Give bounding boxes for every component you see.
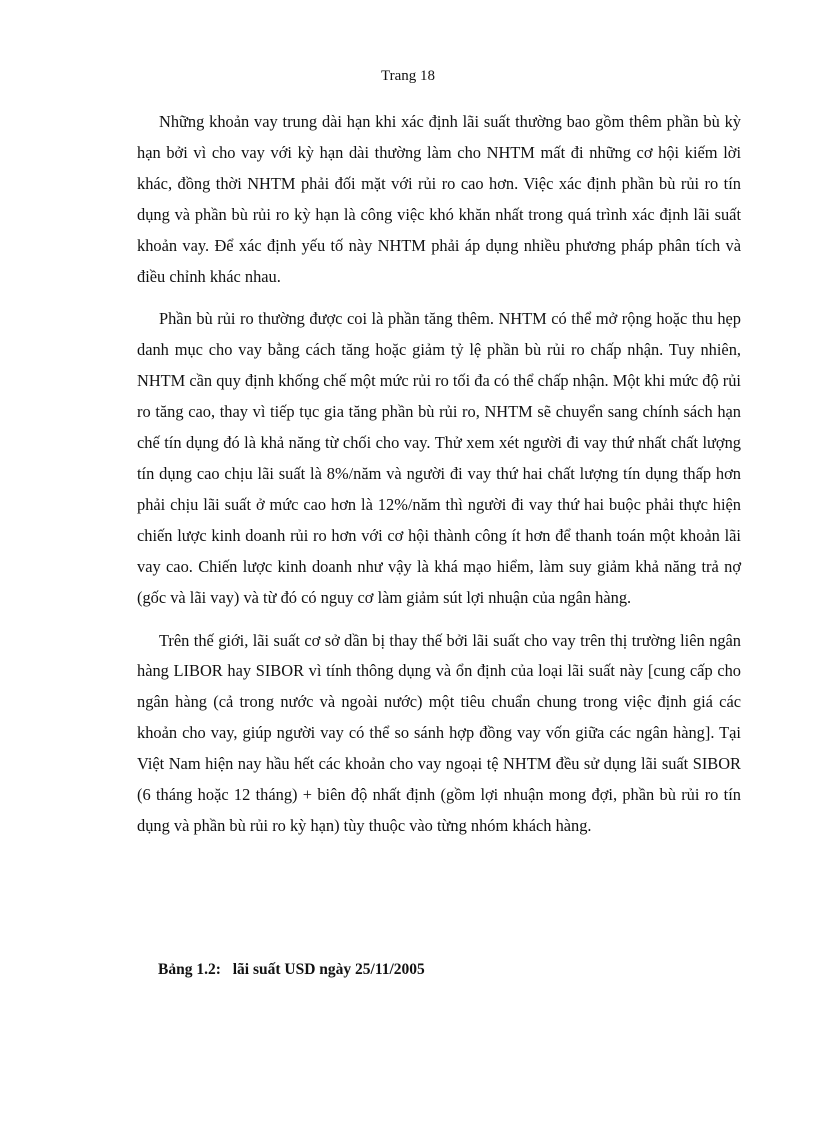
- paragraph-term-premium: Những khoản vay trung dài hạn khi xác định lãi suất thường bao gồm thêm phần bù kỳ hạn bởi vì cho vay với kỳ hạn dài thường làm cho NHTM mất đi những cơ hội kiếm lời khác, đồng thời NHTM phải đối mặt với rủi ro cao hơn. Việc xác định phần bù rủi ro tín dụng và phần bù rủi ro kỳ hạn là công việc khó khăn nhất trong quá trình xác định lãi suất khoản vay. Để xác định yếu tố này NHTM phải áp dụng nhiều phương pháp phân tích và điều chỉnh khác nhau.: [137, 112, 741, 286]
- paragraph-libor-sibor: Trên thế giới, lãi suất cơ sở dần bị thay thế bởi lãi suất cho vay trên thị trường liên ngân hàng LIBOR hay SIBOR vì tính thông dụng và ổn định của loại lãi suất này [cung cấp cho ngân hàng (cả trong nước và ngoài nước) một tiêu chuẩn chung trong việc định giá các khoản cho vay, giúp người vay có thể so sánh hợp đồng vay vốn giữa các ngân hàng]. Tại Việt Nam hiện nay hầu hết các khoản cho vay ngoại tệ NHTM đều sử dụng lãi suất SIBOR (6 tháng hoặc 12 tháng) + biên độ nhất định (gồm lợi nhuận mong đợi, phần bù rủi ro tín dụng và phần bù rủi ro kỳ hạn) tùy thuộc vào từng nhóm khách hàng.: [137, 630, 741, 835]
- table-caption-title: lãi suất USD ngày 25/11/2005: [232, 961, 425, 978]
- table-caption: [158, 958, 425, 982]
- table-caption-label: Bảng 1.2:: [158, 961, 221, 978]
- paragraph-risk-premium: Phần bù rủi ro thường được coi là phần tăng thêm. NHTM có thể mở rộng hoặc thu hẹp danh mục cho vay bằng cách tăng hoặc giảm tỷ lệ phần bù rủi ro chấp nhận. Tuy nhiên, NHTM cần quy định khống chế một mức rủi ro tối đa có thể chấp nhận. Một khi mức độ rủi ro tăng cao, thay vì tiếp tục gia tăng phần bù rủi ro, NHTM sẽ chuyển sang chính sách hạn chế tín dụng đó là khả năng từ chối cho vay. Thử xem xét người đi vay thứ nhất chất lượng tín dụng cao chịu lãi suất là 8%/năm và người đi vay thứ hai chất lượng tín dụng thấp hơn phải chịu lãi suất ở mức cao hơn là 12%/năm thì người đi vay thứ hai buộc phải thực hiện chiến lược kinh doanh rủi ro hơn với cơ hội thành công ít hơn để thanh toán một khoản lãi vay cao. Chiến lược kinh doanh như vậy là khá mạo hiểm, làm suy giảm khả năng trả nợ (gốc và lãi vay) và từ đó có nguy cơ làm giảm sút lợi nhuận của ngân hàng.: [137, 309, 741, 607]
- body-text: [137, 107, 741, 854]
- page-number: Trang 18: [380, 68, 436, 84]
